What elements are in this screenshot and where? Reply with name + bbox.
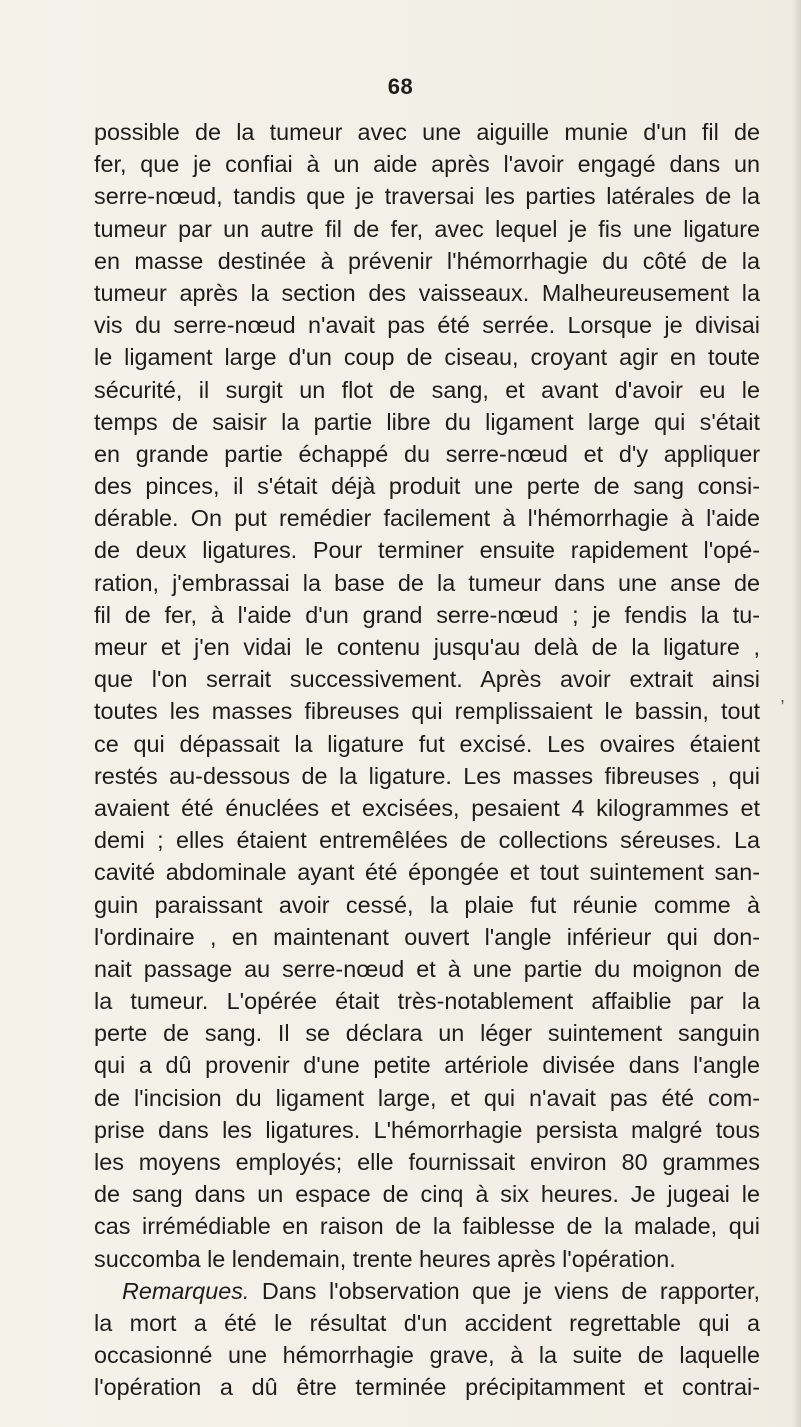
text-line: temps de saisir la partie libre du ligament large qui s'était: [94, 408, 760, 435]
text-line: de l'incision du ligament large, et qui n'avait pas été com-: [94, 1084, 760, 1111]
text-line: fil de fer, à l'aide d'un grand serre-nœud ; je fendis la tu-: [94, 601, 760, 628]
remarks-paragraph-first-line: [94, 1275, 760, 1307]
text-line: que l'on serrait successivement. Après avoir extrait ainsi: [94, 666, 760, 693]
text-line: qui a dû provenir d'une petite artériole divisée dans l'angle: [94, 1052, 760, 1079]
text-line: ration, j'embrassai la base de la tumeur dans une anse de: [94, 569, 760, 596]
text-line: de sang dans un espace de cinq à six heures. Je jugeai le: [94, 1181, 760, 1208]
text-line: en grande partie échappé du serre-nœud et d'y appliquer: [94, 440, 760, 467]
text-line: les moyens employés; elle fournissait environ 80 grammes: [94, 1149, 760, 1175]
text-line: meur et j'en vidai le contenu jusqu'au delà de la ligature ,: [94, 634, 760, 660]
text-line: perte de sang. Il se déclara un léger suintement sanguin: [94, 1020, 760, 1047]
text-line: demi ; elles étaient entremêlées de collections séreuses. La: [94, 827, 760, 854]
text-line: tumeur par un autre fil de fer, avec lequel je fis une ligature: [94, 215, 760, 242]
text-line: toutes les masses fibreuses qui remplissaient le bassin, tout: [94, 698, 760, 725]
text-line: dérable. On put remédier facilement à l'hémorrhagie à l'aide: [94, 505, 760, 532]
text-line: ce qui dépassait la ligature fut excisé. Les ovaires étaient: [94, 730, 760, 757]
text-line: succomba le lendemain, trente heures après l'opération.: [94, 1245, 676, 1272]
text-line: guin paraissant avoir cessé, la plaie fut réunie comme à: [94, 891, 760, 918]
page-edge-shadow: [791, 0, 801, 1427]
text-line: occasionné une hémorrhagie grave, à la suite de laquelle: [94, 1342, 760, 1369]
text-line: la mort a été le résultat d'un accident regrettable qui a: [94, 1309, 760, 1336]
text-line: cavité abdominale ayant été épongée et tout suintement san-: [94, 859, 760, 886]
text-line: l'opération a dû être terminée précipitamment et contrai-: [94, 1374, 760, 1401]
text-line: cas irrémédiable en raison de la faiblesse de la malade, qui: [94, 1213, 760, 1240]
text-line: possible de la tumeur avec une aiguille munie d'un fil de: [94, 119, 760, 145]
text-line: le ligament large d'un coup de ciseau, croyant agir en toute: [94, 344, 760, 371]
body-text: [94, 116, 760, 1404]
remarks-label: Remarques.: [122, 1277, 250, 1304]
text-line: serre-nœud, tandis que je traversai les parties latérales de la: [94, 183, 760, 210]
text-line: en masse destinée à prévenir l'hémorrhagie du côté de la: [94, 247, 760, 274]
margin-mark: ,: [780, 686, 786, 706]
text-line: nait passage au serre-nœud et à une partie du moignon de: [94, 955, 760, 982]
page-number: 68: [387, 74, 414, 99]
text-line: fer, que je confiai à un aide après l'avoir engagé dans un: [94, 151, 760, 178]
text-line: de deux ligatures. Pour terminer ensuite rapidement l'opé-: [94, 537, 760, 564]
text-line: la tumeur. L'opérée était très-notablement affaiblie par la: [94, 988, 760, 1015]
remarks-text: Dans l'observation que je viens de rapporter,: [249, 1277, 760, 1304]
text-line: vis du serre-nœud n'avait pas été serrée. Lorsque je divisai: [94, 312, 760, 339]
text-line: tumeur après la section des vaisseaux. Malheureusement la: [94, 279, 760, 306]
text-line: restés au-dessous de la ligature. Les masses fibreuses , qui: [94, 762, 760, 789]
text-line: des pinces, il s'était déjà produit une perte de sang consi-: [94, 473, 760, 500]
text-line: l'ordinaire , en maintenant ouvert l'angle inférieur qui don-: [94, 923, 760, 950]
text-line: avaient été énuclées et excisées, pesaient 4 kilogrammes et: [94, 794, 760, 821]
text-line: sécurité, il surgit un flot de sang, et avant d'avoir eu le: [94, 376, 760, 403]
text-line: prise dans les ligatures. L'hémorrhagie persista malgré tous: [94, 1116, 760, 1143]
